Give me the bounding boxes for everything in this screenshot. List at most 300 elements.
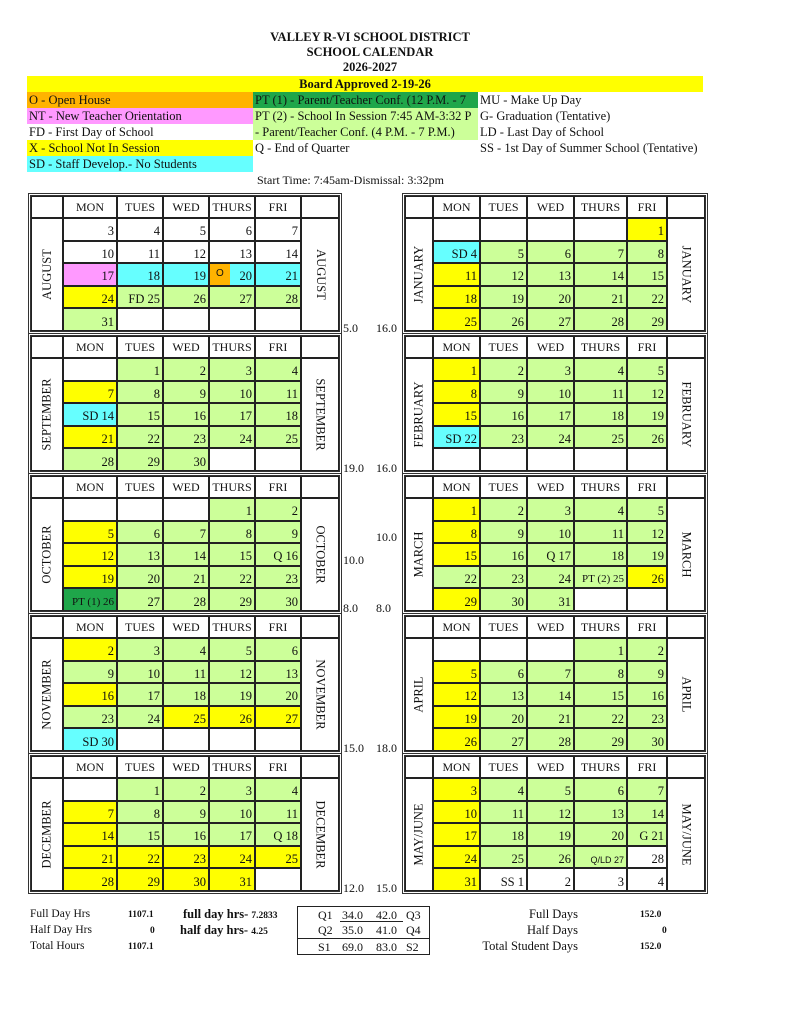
- q3-label: Q3: [406, 908, 421, 922]
- day-cell[interactable]: [527, 661, 574, 684]
- day-cell[interactable]: [209, 566, 255, 589]
- day-cell[interactable]: [117, 588, 163, 611]
- day-cell[interactable]: [63, 241, 117, 264]
- day-cell[interactable]: [255, 381, 301, 404]
- day-cell[interactable]: [527, 868, 574, 891]
- day-cell[interactable]: [117, 218, 163, 241]
- day-cell[interactable]: [163, 706, 209, 729]
- day-text: 20: [147, 571, 160, 586]
- day-cell[interactable]: [209, 448, 255, 471]
- day-cell[interactable]: [117, 521, 163, 544]
- day-cell[interactable]: [209, 543, 255, 566]
- day-cell[interactable]: [255, 801, 301, 824]
- day-cell[interactable]: [480, 588, 527, 611]
- day-cell[interactable]: [527, 286, 574, 309]
- day-cell[interactable]: [480, 286, 527, 309]
- day-cell[interactable]: [527, 706, 574, 729]
- day-cell[interactable]: [117, 543, 163, 566]
- day-cell[interactable]: [480, 801, 527, 824]
- day-cell[interactable]: [63, 823, 117, 846]
- day-text: 26: [651, 571, 664, 586]
- day-text: 29: [147, 454, 160, 469]
- day-cell[interactable]: [433, 286, 480, 309]
- day-cell[interactable]: [627, 661, 667, 684]
- day-cell[interactable]: [117, 778, 163, 801]
- day-cell[interactable]: [163, 263, 209, 286]
- day-cell[interactable]: [480, 426, 527, 449]
- day-cell[interactable]: [433, 846, 480, 869]
- day-cell[interactable]: [255, 543, 301, 566]
- day-cell[interactable]: [255, 638, 301, 661]
- day-text: 3: [564, 364, 571, 379]
- header-blank: [31, 476, 63, 498]
- day-cell[interactable]: [527, 543, 574, 566]
- day-cell[interactable]: [433, 868, 480, 891]
- day-cell[interactable]: [627, 706, 667, 729]
- day-cell[interactable]: [163, 498, 209, 521]
- weekday-header: FRI: [255, 616, 301, 638]
- day-cell[interactable]: [433, 448, 480, 471]
- day-cell[interactable]: [574, 521, 627, 544]
- full-days-value: 152.0: [640, 910, 662, 920]
- day-cell[interactable]: [255, 566, 301, 589]
- day-cell[interactable]: [255, 588, 301, 611]
- day-cell[interactable]: [627, 403, 667, 426]
- day-cell[interactable]: [117, 823, 163, 846]
- day-cell[interactable]: [627, 823, 667, 846]
- day-cell[interactable]: [480, 778, 527, 801]
- day-cell[interactable]: [480, 683, 527, 706]
- day-cell[interactable]: [163, 778, 209, 801]
- day-cell[interactable]: [574, 381, 627, 404]
- day-cell[interactable]: [63, 308, 117, 331]
- day-cell[interactable]: [63, 683, 117, 706]
- day-cell[interactable]: [163, 358, 209, 381]
- day-cell[interactable]: [627, 801, 667, 824]
- day-cell[interactable]: [574, 778, 627, 801]
- day-cell[interactable]: [433, 566, 480, 589]
- day-cell[interactable]: [255, 308, 301, 331]
- day-cell[interactable]: [63, 286, 117, 309]
- hours-right: 18.0: [376, 741, 397, 755]
- day-cell[interactable]: [255, 778, 301, 801]
- day-cell[interactable]: [117, 358, 163, 381]
- day-cell[interactable]: [574, 846, 627, 869]
- day-cell[interactable]: [627, 498, 667, 521]
- day-cell[interactable]: [574, 801, 627, 824]
- month-label-right: [667, 498, 705, 611]
- day-cell[interactable]: [255, 728, 301, 751]
- day-cell[interactable]: [163, 521, 209, 544]
- day-cell[interactable]: [63, 846, 117, 869]
- day-cell[interactable]: [209, 823, 255, 846]
- day-cell[interactable]: [433, 638, 480, 661]
- day-cell[interactable]: [117, 566, 163, 589]
- day-cell[interactable]: [433, 358, 480, 381]
- day-cell[interactable]: [163, 241, 209, 264]
- day-cell[interactable]: [255, 521, 301, 544]
- day-cell[interactable]: [117, 381, 163, 404]
- day-cell[interactable]: [117, 728, 163, 751]
- day-cell[interactable]: [433, 426, 480, 449]
- day-cell[interactable]: [209, 498, 255, 521]
- day-cell[interactable]: [63, 218, 117, 241]
- day-cell[interactable]: [163, 868, 209, 891]
- day-cell[interactable]: [163, 403, 209, 426]
- day-cell[interactable]: [574, 638, 627, 661]
- day-cell[interactable]: [627, 286, 667, 309]
- month-label-left: [31, 638, 63, 751]
- day-cell[interactable]: [574, 661, 627, 684]
- day-cell[interactable]: [574, 218, 627, 241]
- day-cell[interactable]: [163, 846, 209, 869]
- day-cell[interactable]: [209, 706, 255, 729]
- day-cell[interactable]: [163, 543, 209, 566]
- day-cell[interactable]: [209, 588, 255, 611]
- day-cell[interactable]: [433, 308, 480, 331]
- day-cell[interactable]: [627, 846, 667, 869]
- day-cell[interactable]: [63, 706, 117, 729]
- day-cell[interactable]: [63, 801, 117, 824]
- day-cell[interactable]: [163, 661, 209, 684]
- day-cell[interactable]: [163, 426, 209, 449]
- day-cell[interactable]: [574, 868, 627, 891]
- day-cell[interactable]: [480, 263, 527, 286]
- total-student-days-value: 152.0: [640, 942, 662, 952]
- day-cell[interactable]: [627, 683, 667, 706]
- day-cell[interactable]: [209, 426, 255, 449]
- day-text: 12: [193, 246, 206, 261]
- day-cell[interactable]: [163, 823, 209, 846]
- day-text: 21: [101, 851, 114, 866]
- day-text: 2: [517, 504, 524, 519]
- day-cell[interactable]: [627, 448, 667, 471]
- day-cell[interactable]: [163, 566, 209, 589]
- month-november: [28, 613, 342, 754]
- day-cell[interactable]: [255, 426, 301, 449]
- weekday-header: THURS: [574, 196, 627, 218]
- day-cell[interactable]: [480, 846, 527, 869]
- day-cell[interactable]: [163, 588, 209, 611]
- day-cell[interactable]: [527, 823, 574, 846]
- day-cell[interactable]: [117, 498, 163, 521]
- weekday-header: TUES: [117, 616, 163, 638]
- day-cell[interactable]: [480, 308, 527, 331]
- day-cell[interactable]: [574, 241, 627, 264]
- day-cell[interactable]: [527, 588, 574, 611]
- day-text: 10: [239, 386, 252, 401]
- day-cell[interactable]: [255, 498, 301, 521]
- day-cell[interactable]: [209, 286, 255, 309]
- day-cell[interactable]: [480, 543, 527, 566]
- header-blank: [301, 616, 339, 638]
- day-text: 18: [147, 269, 160, 284]
- day-cell[interactable]: [433, 661, 480, 684]
- day-cell[interactable]: [574, 358, 627, 381]
- day-cell[interactable]: [527, 426, 574, 449]
- day-cell[interactable]: [574, 403, 627, 426]
- day-cell[interactable]: [480, 381, 527, 404]
- day-text: 23: [651, 711, 664, 726]
- day-cell[interactable]: [480, 218, 527, 241]
- day-cell[interactable]: [63, 728, 117, 751]
- day-cell[interactable]: [527, 448, 574, 471]
- day-cell[interactable]: [255, 218, 301, 241]
- day-cell[interactable]: [163, 218, 209, 241]
- day-cell[interactable]: [480, 498, 527, 521]
- day-cell[interactable]: [527, 218, 574, 241]
- day-cell[interactable]: [480, 661, 527, 684]
- day-cell[interactable]: [433, 381, 480, 404]
- day-cell[interactable]: [63, 566, 117, 589]
- day-cell[interactable]: [527, 381, 574, 404]
- day-cell[interactable]: [574, 448, 627, 471]
- day-cell[interactable]: [627, 308, 667, 331]
- day-cell[interactable]: [117, 241, 163, 264]
- day-text: 3: [153, 644, 160, 659]
- day-cell[interactable]: [527, 683, 574, 706]
- day-cell[interactable]: [163, 728, 209, 751]
- day-cell[interactable]: [117, 801, 163, 824]
- day-text: 14: [101, 829, 114, 844]
- day-cell[interactable]: [480, 823, 527, 846]
- day-cell[interactable]: [63, 358, 117, 381]
- day-cell[interactable]: [117, 308, 163, 331]
- day-cell[interactable]: [255, 846, 301, 869]
- day-cell[interactable]: [117, 286, 163, 309]
- day-cell[interactable]: [627, 358, 667, 381]
- day-cell[interactable]: [209, 683, 255, 706]
- day-cell[interactable]: [433, 801, 480, 824]
- day-cell[interactable]: [627, 218, 667, 241]
- day-cell[interactable]: [209, 403, 255, 426]
- day-cell[interactable]: [527, 638, 574, 661]
- day-text: 20: [239, 269, 252, 284]
- weekday-header: THURS: [209, 336, 255, 358]
- day-cell[interactable]: [63, 381, 117, 404]
- quarter-days-box: [297, 906, 430, 955]
- day-cell[interactable]: [527, 241, 574, 264]
- day-cell[interactable]: [480, 358, 527, 381]
- day-cell[interactable]: [209, 521, 255, 544]
- day-cell[interactable]: [433, 683, 480, 706]
- day-cell[interactable]: [627, 521, 667, 544]
- day-cell[interactable]: [117, 403, 163, 426]
- day-cell[interactable]: [627, 566, 667, 589]
- day-cell[interactable]: [574, 498, 627, 521]
- day-cell[interactable]: [627, 543, 667, 566]
- day-cell[interactable]: [527, 521, 574, 544]
- day-cell[interactable]: [117, 846, 163, 869]
- day-text: 13: [147, 549, 160, 564]
- day-cell[interactable]: [163, 801, 209, 824]
- legend-item: PT (1) - Parent/Teacher Conf. (12 P.M. - 7: [253, 92, 478, 108]
- day-cell[interactable]: [627, 241, 667, 264]
- day-cell[interactable]: [574, 728, 627, 751]
- day-cell[interactable]: [527, 358, 574, 381]
- day-cell[interactable]: [433, 706, 480, 729]
- day-cell[interactable]: [574, 426, 627, 449]
- day-cell[interactable]: [574, 588, 627, 611]
- day-cell[interactable]: [627, 728, 667, 751]
- day-cell[interactable]: [117, 263, 163, 286]
- day-cell[interactable]: [255, 683, 301, 706]
- day-cell[interactable]: [480, 521, 527, 544]
- day-cell[interactable]: [527, 263, 574, 286]
- day-cell[interactable]: [574, 543, 627, 566]
- day-cell[interactable]: [255, 286, 301, 309]
- weekday-header: FRI: [255, 336, 301, 358]
- day-cell[interactable]: [209, 778, 255, 801]
- day-cell[interactable]: [433, 241, 480, 264]
- day-cell[interactable]: [627, 638, 667, 661]
- day-cell[interactable]: [163, 448, 209, 471]
- day-cell[interactable]: [627, 381, 667, 404]
- day-cell[interactable]: [433, 728, 480, 751]
- day-cell[interactable]: [480, 728, 527, 751]
- day-cell[interactable]: [117, 426, 163, 449]
- day-cell[interactable]: [574, 566, 627, 589]
- day-cell[interactable]: [117, 448, 163, 471]
- day-cell[interactable]: [209, 801, 255, 824]
- day-cell[interactable]: [527, 801, 574, 824]
- day-cell[interactable]: [480, 566, 527, 589]
- day-cell[interactable]: [209, 728, 255, 751]
- day-cell[interactable]: [480, 638, 527, 661]
- day-cell[interactable]: [627, 426, 667, 449]
- weekday-header: FRI: [627, 756, 667, 778]
- day-cell[interactable]: [63, 448, 117, 471]
- day-text: 16: [651, 689, 664, 704]
- day-cell[interactable]: [574, 286, 627, 309]
- day-cell[interactable]: [480, 241, 527, 264]
- day-cell[interactable]: [574, 823, 627, 846]
- day-cell[interactable]: [163, 683, 209, 706]
- day-cell[interactable]: [574, 706, 627, 729]
- day-cell[interactable]: [527, 778, 574, 801]
- day-cell[interactable]: [480, 868, 527, 891]
- day-cell[interactable]: [255, 241, 301, 264]
- day-cell[interactable]: [163, 638, 209, 661]
- day-cell[interactable]: [63, 521, 117, 544]
- day-cell[interactable]: [480, 403, 527, 426]
- day-cell[interactable]: [209, 381, 255, 404]
- day-cell[interactable]: [527, 846, 574, 869]
- day-cell[interactable]: [255, 358, 301, 381]
- day-cell[interactable]: [63, 543, 117, 566]
- day-cell[interactable]: [63, 868, 117, 891]
- day-cell[interactable]: [163, 308, 209, 331]
- day-cell[interactable]: [433, 778, 480, 801]
- day-cell[interactable]: [480, 706, 527, 729]
- day-cell[interactable]: [627, 868, 667, 891]
- day-text: 2: [199, 364, 206, 379]
- day-text: 10: [101, 246, 114, 261]
- day-text: 18: [511, 829, 524, 844]
- day-cell[interactable]: [63, 588, 117, 611]
- day-cell[interactable]: [527, 403, 574, 426]
- day-cell[interactable]: [117, 706, 163, 729]
- day-cell[interactable]: [433, 543, 480, 566]
- day-cell[interactable]: [433, 498, 480, 521]
- day-cell[interactable]: [574, 263, 627, 286]
- day-cell[interactable]: [255, 661, 301, 684]
- day-cell[interactable]: [63, 498, 117, 521]
- day-cell[interactable]: [433, 521, 480, 544]
- day-cell[interactable]: [63, 403, 117, 426]
- day-text: 21: [558, 711, 571, 726]
- day-cell[interactable]: [574, 683, 627, 706]
- day-cell[interactable]: [117, 868, 163, 891]
- day-cell[interactable]: [63, 661, 117, 684]
- month-label-left: [31, 498, 63, 611]
- day-cell[interactable]: [433, 588, 480, 611]
- day-cell[interactable]: [209, 868, 255, 891]
- day-cell[interactable]: [255, 706, 301, 729]
- month-name: JANUARY: [411, 245, 426, 304]
- day-cell[interactable]: [433, 218, 480, 241]
- day-cell[interactable]: [255, 263, 301, 286]
- day-cell[interactable]: [527, 498, 574, 521]
- day-text: SS 1: [500, 874, 524, 889]
- day-cell[interactable]: [209, 358, 255, 381]
- day-cell[interactable]: [63, 638, 117, 661]
- day-cell[interactable]: [63, 778, 117, 801]
- day-text: 11: [285, 806, 298, 821]
- day-cell[interactable]: [574, 308, 627, 331]
- day-cell[interactable]: [63, 426, 117, 449]
- day-cell[interactable]: [255, 823, 301, 846]
- day-cell[interactable]: [117, 683, 163, 706]
- day-text: 28: [193, 594, 206, 609]
- day-text: 18: [611, 409, 624, 424]
- month-label-right: [301, 638, 339, 751]
- day-cell[interactable]: [209, 241, 255, 264]
- day-cell[interactable]: [433, 403, 480, 426]
- day-cell[interactable]: [255, 403, 301, 426]
- day-cell[interactable]: [255, 448, 301, 471]
- day-text: 16: [193, 829, 206, 844]
- day-text: 15: [611, 689, 624, 704]
- day-cell[interactable]: [163, 286, 209, 309]
- day-cell[interactable]: [117, 661, 163, 684]
- day-cell[interactable]: [209, 308, 255, 331]
- day-cell[interactable]: [63, 263, 117, 286]
- day-cell[interactable]: [209, 661, 255, 684]
- day-cell[interactable]: [117, 638, 163, 661]
- day-cell[interactable]: [209, 263, 255, 286]
- day-cell[interactable]: [209, 638, 255, 661]
- day-cell[interactable]: [255, 868, 301, 891]
- day-cell[interactable]: [627, 588, 667, 611]
- day-cell[interactable]: [433, 263, 480, 286]
- day-cell[interactable]: [627, 778, 667, 801]
- day-cell[interactable]: [527, 566, 574, 589]
- day-cell[interactable]: [480, 448, 527, 471]
- hours-left: 19.0: [343, 461, 364, 475]
- day-text: 15: [239, 549, 252, 564]
- day-cell[interactable]: [163, 381, 209, 404]
- month-label-right: [667, 778, 705, 891]
- day-text: Q 18: [273, 829, 298, 844]
- day-cell[interactable]: [209, 846, 255, 869]
- day-cell[interactable]: [433, 823, 480, 846]
- day-cell[interactable]: [627, 263, 667, 286]
- day-cell[interactable]: [527, 728, 574, 751]
- day-cell[interactable]: [527, 308, 574, 331]
- day-cell[interactable]: [209, 218, 255, 241]
- month-january: [402, 193, 708, 334]
